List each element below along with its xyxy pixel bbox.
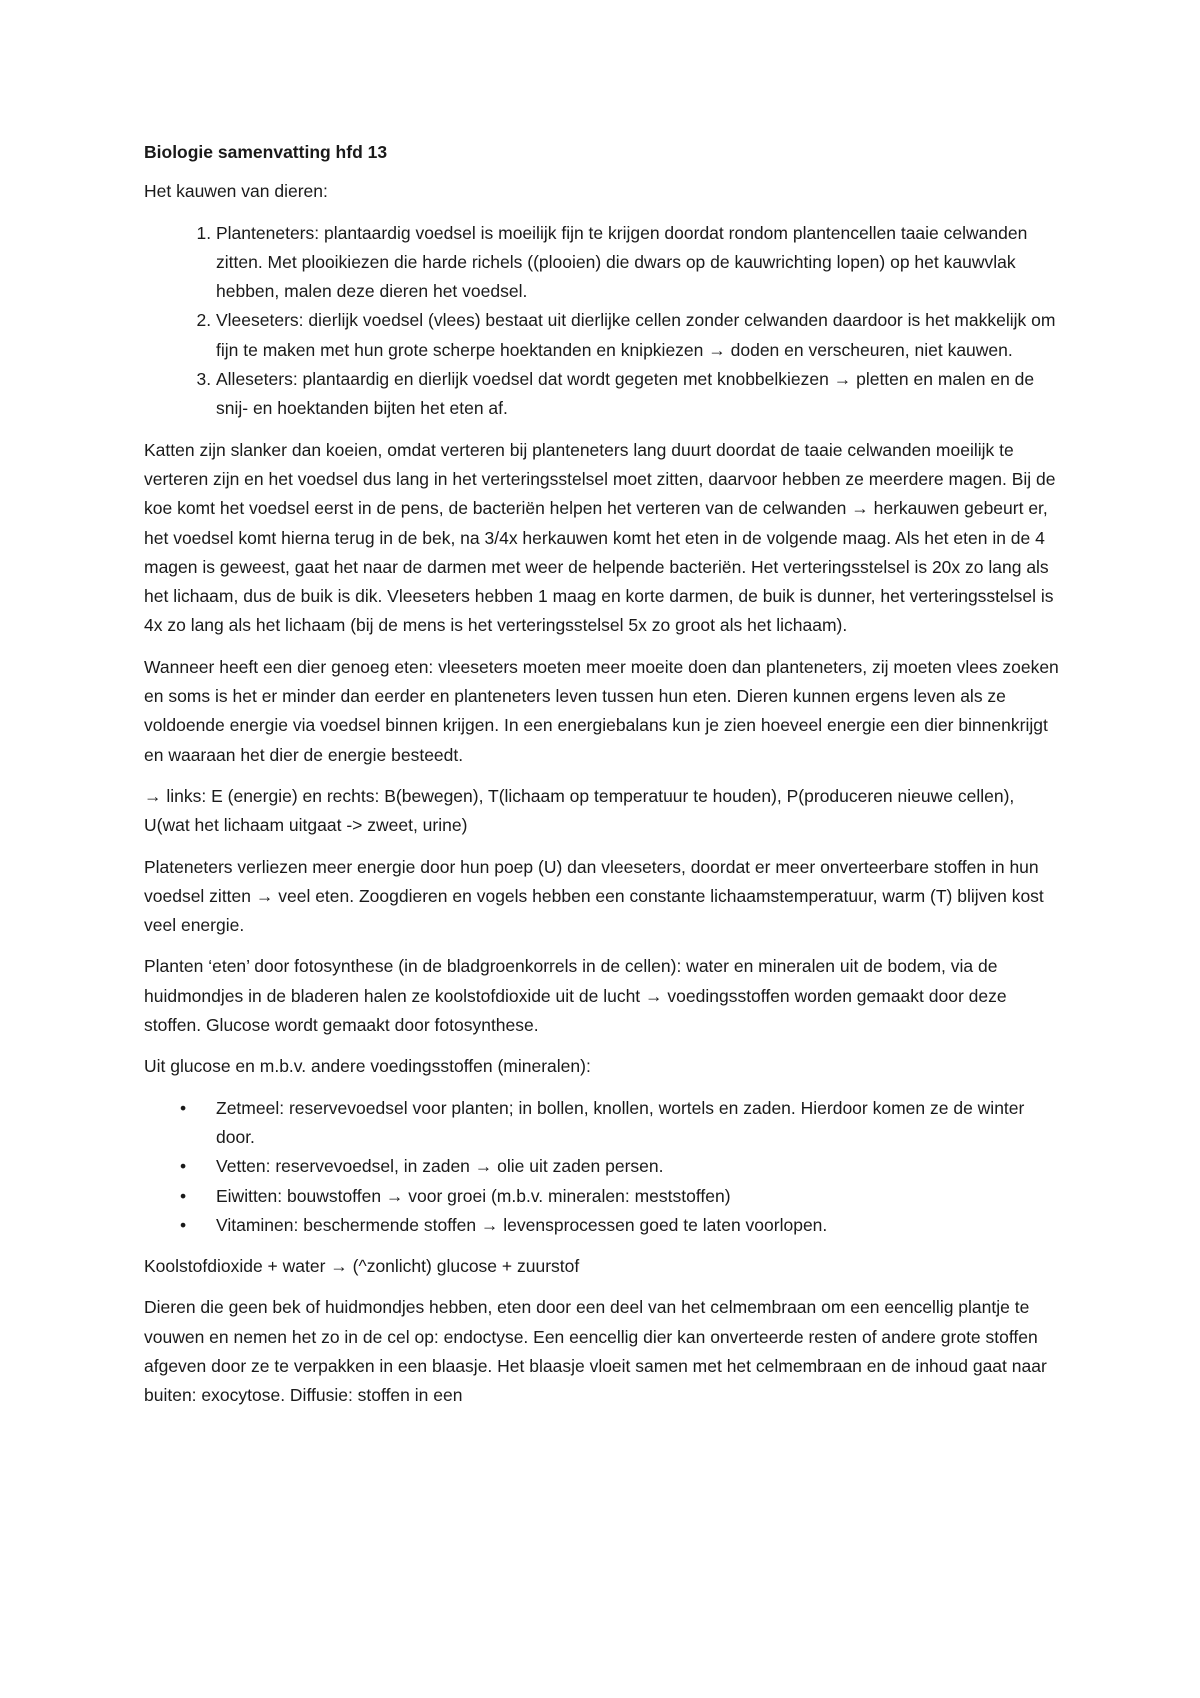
list-item: • Vetten: reservevoedsel, in zaden → olie uit zaden persen. [216,1152,1064,1181]
paragraph-energy-loss: Plateneters verliezen meer energie door hun poep (U) dan vleeseters, doordat er meer onverteerbare stoffen in hun voedsel zitten → veel eten. Zoogdieren en vogels hebben een constante lichaamstemperatuur, warm (T) blijven kost veel energie. [144,856,1044,936]
paragraph-enough-food: Wanneer heeft een dier genoeg eten: vleeseters moeten meer moeite doen dan planteneters, zij moeten vlees zoeken en soms is het er minder dan eerder en planteneters leven tussen hun eten. Dieren kunnen ergens leven als ze voldoende energie via voedsel binnen krijgen. In een energiebalans kun je zien hoeveel energie een dier binnenkrijgt en waaraan het dier de energie besteedt. [144,656,1059,765]
paragraph-photosynthesis: Planten ‘eten’ door fotosynthese (in de bladgroenkorrels in de cellen): water en mineralen uit de bodem, via de huidmondjes in de bladeren halen ze koolstofdioxide uit de lucht → voedingsstoffen worden gemaakt door deze stoffen. Glucose wordt gemaakt door fotosynthese. [144,956,1007,1036]
list-item: 2. Vleeseters: dierlijk voedsel (vlees) bestaat uit dierlijke cellen zonder celwanden daardoor is het makkelijk om fijn te maken met hun grote scherpe hoektanden en knipkiezen → doden en verscheuren, niet kauwen. [216,306,1064,365]
paragraph-digestion: Katten zijn slanker dan koeien, omdat verteren bij planteneters lang duurt doordat de taaie celwanden moeilijk te verteren zijn en het voedsel dus lang in het verteringsstelsel moet zitten, daarvoor hebben ze meerdere magen. Bij de koe komt het voedsel eerst in de pens, de bacteriën helpen het verteren van de celwanden → herkauwen gebeurt er, het voedsel komt hierna terug in de bek, na 3/4x herkauwen komt het eten in de volgende maag. Als het eten in de 4 magen is geweest, gaat het naar de darmen met weer de helpende bacteriën. Het verteringsstelsel is 20x zo lang als het lichaam, dus de buik is dik. Vleeseters hebben 1 maag en korte darmen, de buik is dunner, het verteringsstelsel is 4x zo lang als het lichaam (bij de mens is het verteringsstelsel 5x zo groot als het lichaam). [144,439,1056,636]
paragraph-endocytosis: Dieren die geen bek of huidmondjes hebben, eten door een deel van het celmembraan om een eencellig plantje te vouwen en nemen het zo in de cel op: endoctyse. Een eencellig dier kan onverteerde resten of andere grote stoffen afgeven door ze te verpakken in een blaasje. Het blaasje vloeit samen met het celmembraan en de inhoud gaat naar buiten: exocytose. Diffusie: stoffen in een [144,1297,1047,1406]
list-item: • Vitaminen: beschermende stoffen → levensprocessen goed te laten voorlopen. [216,1211,1064,1240]
list-item: • Zetmeel: reservevoedsel voor planten; in bollen, knollen, wortels en zaden. Hierdoor komen ze de winter door. [216,1094,1064,1153]
intro-line: Het kauwen van dieren: [144,181,328,202]
chewing-list [144,219,1064,424]
list-item: 3. Alleseters: plantaardig en dierlijk voedsel dat wordt gegeten met knobbelkiezen → pletten en malen en de snij- en hoektanden bijten het eten af. [216,365,1064,424]
document-body [144,138,1064,1423]
nutrient-list [144,1094,1064,1240]
list-item: 1. Planteneters: plantaardig voedsel is moeilijk fijn te krijgen doordat rondom plantencellen taaie celwanden zitten. Met plooikiezen die harde richels ((plooien) die dwars op de kauwrichting lopen) op het kauwvlak hebben, malen deze dieren het voedsel. [216,219,1064,307]
paragraph-equation: Koolstofdioxide + water → (^zonlicht) glucose + zuurstof [144,1256,580,1277]
document-title: Biologie samenvatting hfd 13 [144,142,388,162]
paragraph-glucose-intro: Uit glucose en m.b.v. andere voedingsstoffen (mineralen): [144,1056,591,1077]
list-item: • Eiwitten: bouwstoffen → voor groei (m.b.v. mineralen: meststoffen) [216,1182,1064,1211]
paragraph-energy-balance: → links: E (energie) en rechts: B(bewegen), T(lichaam op temperatuur te houden), P(produceren nieuwe cellen), U(wat het lichaam uitgaat -> zweet, urine) [144,785,1015,836]
